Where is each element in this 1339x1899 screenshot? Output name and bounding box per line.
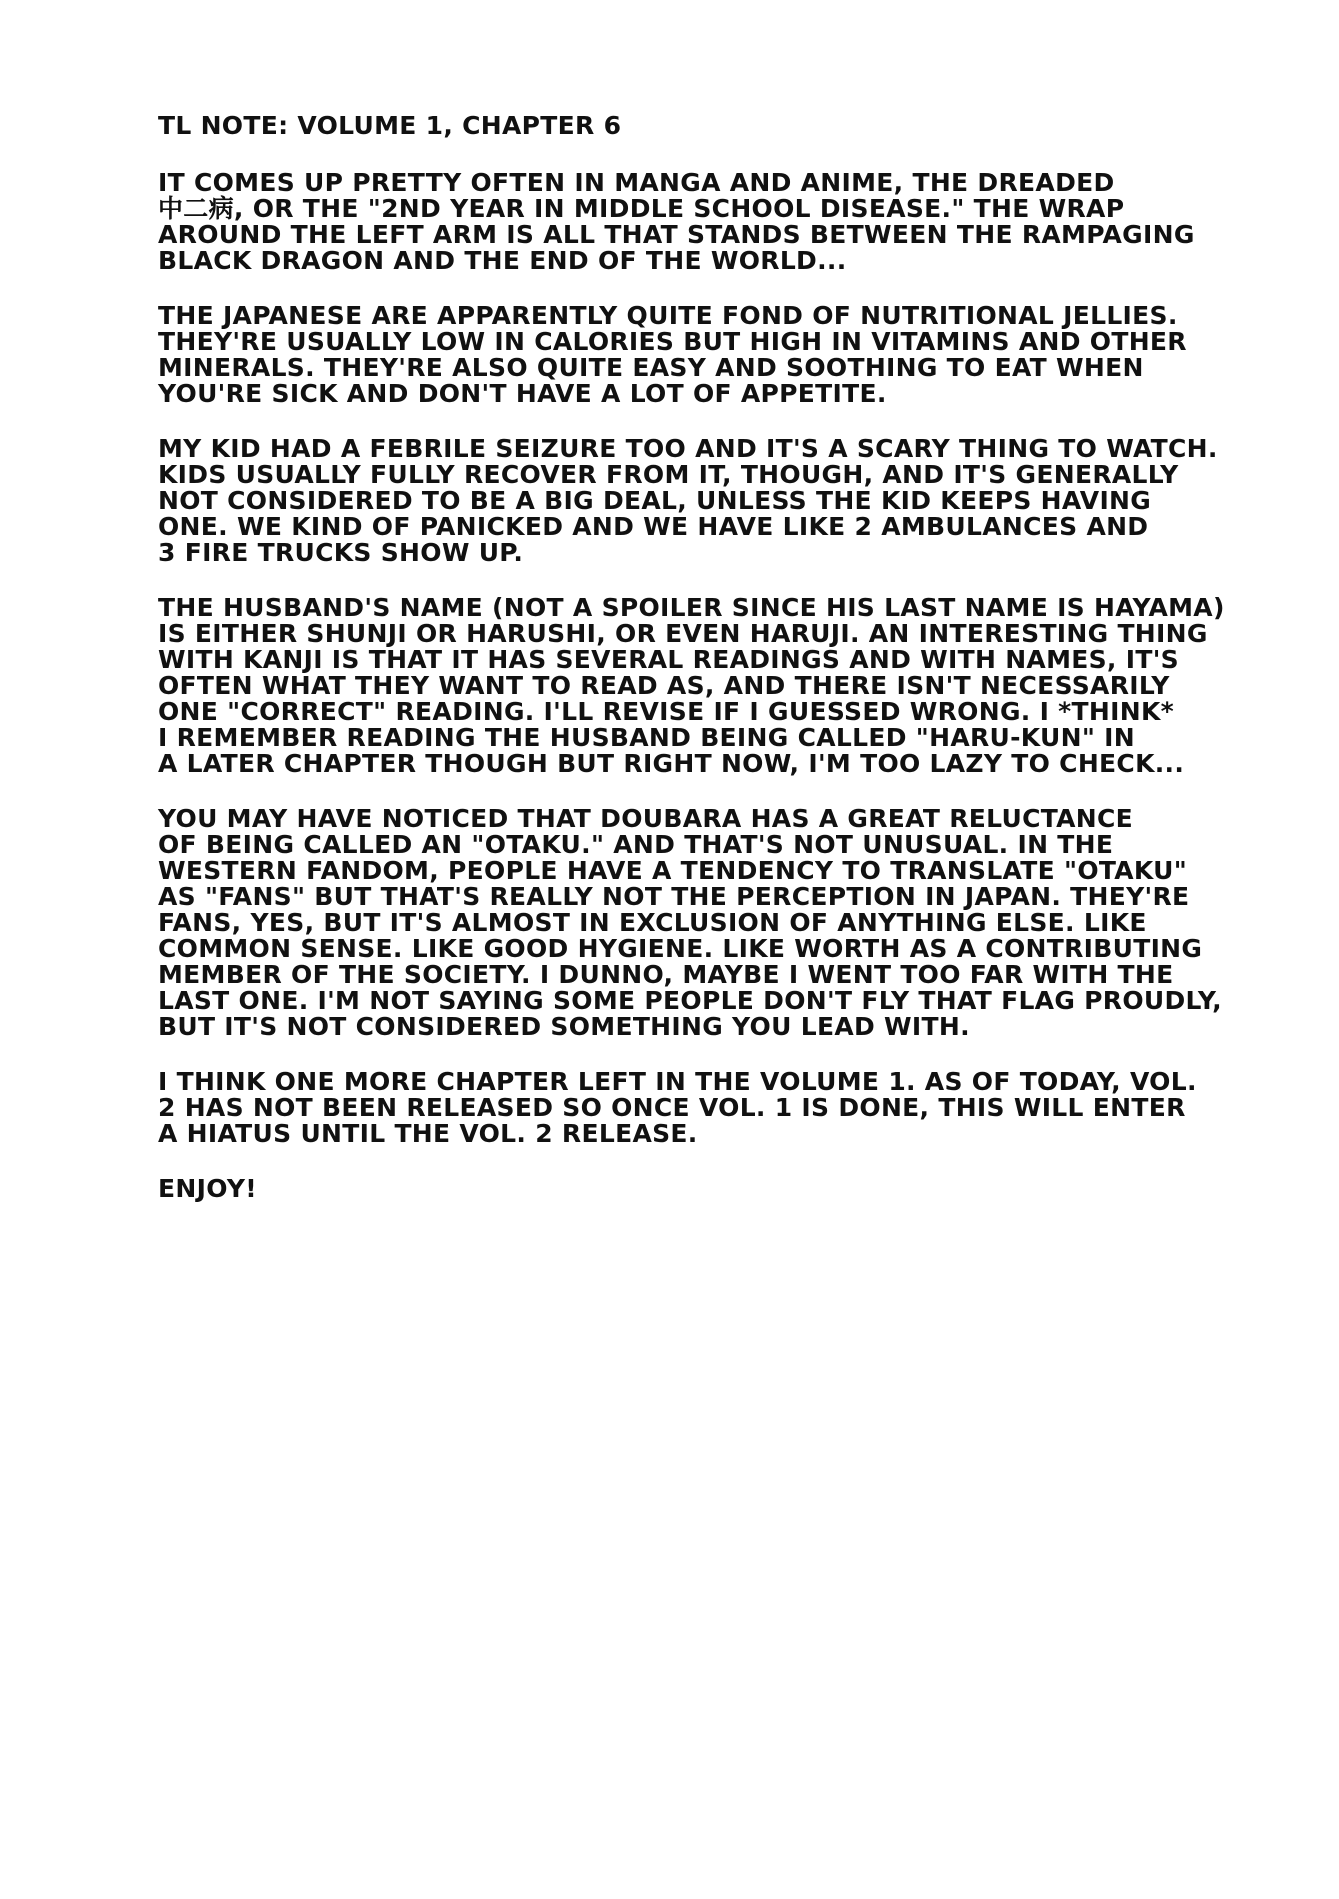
text-line: AS "FANS" BUT THAT'S REALLY NOT THE PERCEPTION IN JAPAN. THEY'RE (158, 882, 1190, 911)
note-title: TL NOTE: VOLUME 1, CHAPTER 6 (158, 111, 622, 140)
text-line: IS EITHER SHUNJI OR HARUSHI, OR EVEN HARUJI. AN INTERESTING THING (158, 619, 1208, 648)
text-line: 中二病, OR THE "2ND YEAR IN MIDDLE SCHOOL DISEASE." THE WRAP (158, 194, 1125, 223)
text-line: FANS, YES, BUT IT'S ALMOST IN EXCLUSION OF ANYTHING ELSE. LIKE (158, 908, 1147, 937)
text-line: MINERALS. THEY'RE ALSO QUITE EASY AND SOOTHING TO EAT WHEN (158, 353, 1144, 382)
text-line: ONE. WE KIND OF PANICKED AND WE HAVE LIKE 2 AMBULANCES AND (158, 512, 1149, 541)
text-line: NOT CONSIDERED TO BE A BIG DEAL, UNLESS THE KID KEEPS HAVING (158, 486, 1152, 515)
paragraph-otaku (158, 806, 1268, 1040)
text-line: OF BEING CALLED AN "OTAKU." AND THAT'S NOT UNUSUAL. IN THE (158, 830, 1114, 859)
text-line: THE HUSBAND'S NAME (NOT A SPOILER SINCE HIS LAST NAME IS HAYAMA) (158, 593, 1225, 622)
text-line: 2 HAS NOT BEEN RELEASED SO ONCE VOL. 1 IS DONE, THIS WILL ENTER (158, 1093, 1186, 1122)
text-line: IT COMES UP PRETTY OFTEN IN MANGA AND ANIME, THE DREADED (158, 168, 1115, 197)
text-line: I THINK ONE MORE CHAPTER LEFT IN THE VOLUME 1. AS OF TODAY, VOL. (158, 1067, 1197, 1096)
paragraph-enjoy (158, 1176, 1268, 1202)
text-line: THEY'RE USUALLY LOW IN CALORIES BUT HIGH IN VITAMINS AND OTHER (158, 327, 1187, 356)
paragraph-seizure (158, 436, 1268, 566)
text-line: THE JAPANESE ARE APPARENTLY QUITE FOND OF NUTRITIONAL JELLIES. (158, 301, 1178, 330)
paragraph-jellies (158, 303, 1268, 407)
paragraph-hiatus (158, 1069, 1268, 1147)
text-line: AROUND THE LEFT ARM IS ALL THAT STANDS BETWEEN THE RAMPAGING (158, 220, 1195, 249)
text-line: A LATER CHAPTER THOUGH BUT RIGHT NOW, I'M TOO LAZY TO CHECK... (158, 749, 1185, 778)
text-line: A HIATUS UNTIL THE VOL. 2 RELEASE. (158, 1119, 698, 1148)
paragraph-chuunibyou (158, 170, 1268, 274)
text-line: OFTEN WHAT THEY WANT TO READ AS, AND THERE ISN'T NECESSARILY (158, 671, 1170, 700)
text-line: ONE "CORRECT" READING. I'LL REVISE IF I GUESSED WRONG. I *THINK* (158, 697, 1175, 726)
text-line: MY KID HAD A FEBRILE SEIZURE TOO AND IT'S A SCARY THING TO WATCH. (158, 434, 1218, 463)
paragraph-husband-name (158, 595, 1268, 777)
text-line: BLACK DRAGON AND THE END OF THE WORLD... (158, 246, 847, 275)
text-line: LAST ONE. I'M NOT SAYING SOME PEOPLE DON'T FLY THAT FLAG PROUDLY, (158, 986, 1222, 1015)
text-line: WITH KANJI IS THAT IT HAS SEVERAL READINGS AND WITH NAMES, IT'S (158, 645, 1179, 674)
tl-note (158, 113, 1268, 1231)
text-line: MEMBER OF THE SOCIETY. I DUNNO, MAYBE I WENT TOO FAR WITH THE (158, 960, 1174, 989)
text-line: 3 FIRE TRUCKS SHOW UP. (158, 538, 524, 567)
text-line: ENJOY! (158, 1174, 257, 1203)
text-line: YOU MAY HAVE NOTICED THAT DOUBARA HAS A GREAT RELUCTANCE (158, 804, 1134, 833)
text-line: BUT IT'S NOT CONSIDERED SOMETHING YOU LEAD WITH. (158, 1012, 970, 1041)
text-line: COMMON SENSE. LIKE GOOD HYGIENE. LIKE WORTH AS A CONTRIBUTING (158, 934, 1203, 963)
text-line: KIDS USUALLY FULLY RECOVER FROM IT, THOUGH, AND IT'S GENERALLY (158, 460, 1179, 489)
text-line: I REMEMBER READING THE HUSBAND BEING CALLED "HARU-KUN" IN (158, 723, 1135, 752)
text-line: YOU'RE SICK AND DON'T HAVE A LOT OF APPETITE. (158, 379, 887, 408)
text-line: WESTERN FANDOM, PEOPLE HAVE A TENDENCY TO TRANSLATE "OTAKU" (158, 856, 1188, 885)
